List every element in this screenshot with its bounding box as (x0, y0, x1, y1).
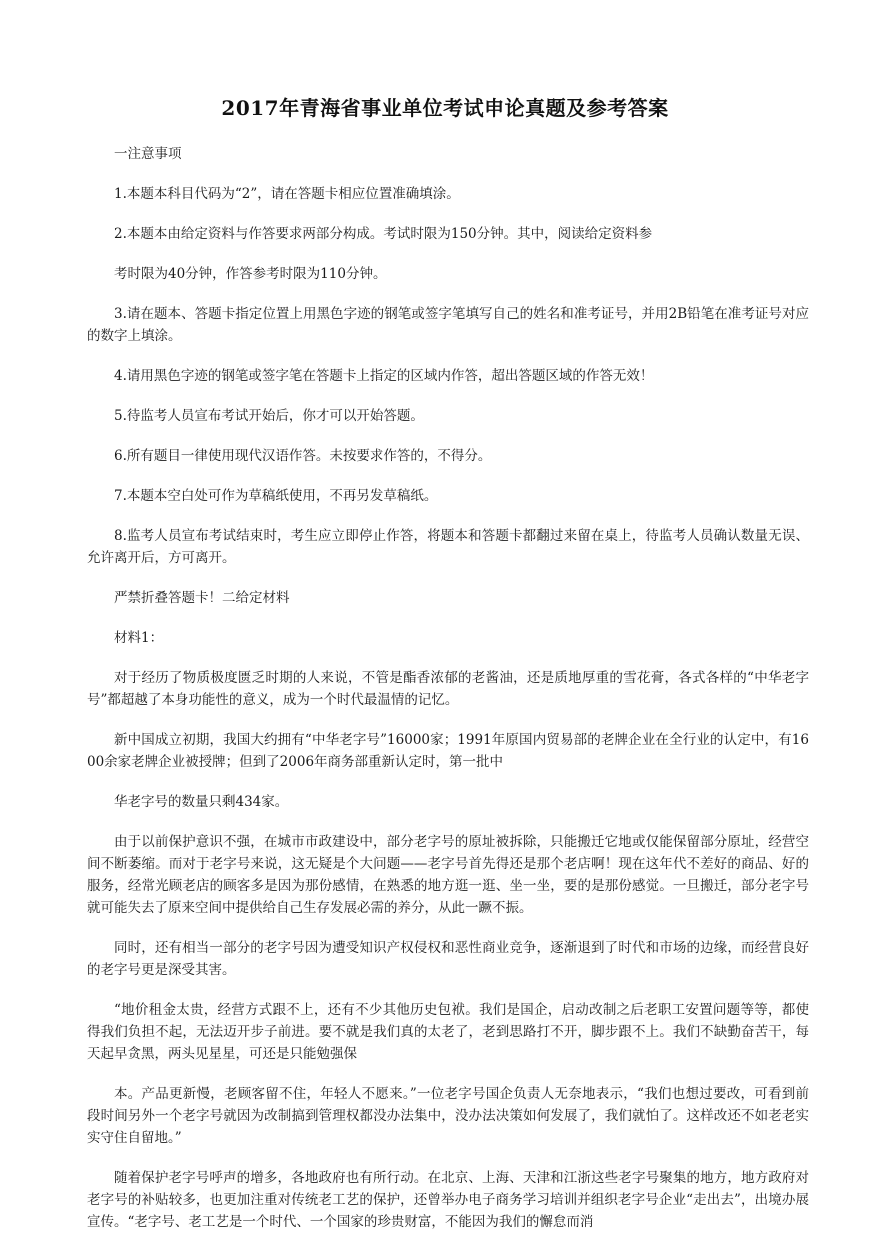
paragraph-material-1-label: 材料1： (114, 630, 164, 646)
paragraph-material-1-body-1: 对于经历了物质极度匮乏时期的人来说，不管是酯香浓郁的老酱油，还是质地厚重的雪花膏，各式各样的“中华老字号”都超越了本身功能性的意义，成为一个时代最温情的记忆。 (87, 670, 809, 708)
paragraph-rule-8: 8.监考人员宣布考试结束时，考生应立即停止作答，将题本和答题卡都翻过来留在桌上，待监考人员确认数量无误、允许离开后，方可离开。 (87, 528, 809, 566)
paragraph-rule-6: 6.所有题目一律使用现代汉语作答。未按要求作答的，不得分。 (114, 448, 492, 464)
paragraph-material-1-body-8: 随着保护老字号呼声的增多，各地政府也有所行动。在北京、上海、天津和江浙这些老字号聚集的地方，地方政府对老字号的补贴较多，也更加注重对传统老工艺的保护，还曾举办电子商务学习培训并组织老字号企业“走出去”，出境办展宣传。“老字号、老工艺是一个时代、一个国家的珍贵财富，不能因为我们的懈怠而消 (87, 1170, 809, 1230)
paragraph-rule-1: 1.本题本科目代码为“2”，请在答题卡相应位置准确填涂。 (114, 186, 460, 202)
paragraph-notice-heading: 一注意事项 (114, 146, 182, 162)
paragraph-material-1-body-7: 本。产品更新慢，老顾客留不住，年轻人不愿来。”一位老字号国企负责人无奈地表示，“我们也想过要改，可看到前段时间另外一个老字号就因为改制搞到管理权都没办法集中，没办法决策如何发展了，我们就怕了。这样改还不如老老实实守住自留地。” (87, 1086, 809, 1146)
paragraph-rule-2-continued: 考时限为40分钟，作答参考时限为110分钟。 (114, 266, 387, 282)
paragraph-material-1-body-5: 同时，还有相当一部分的老字号因为遭受知识产权侵权和恶性商业竞争，逐渐退到了时代和市场的边缘，而经营良好的老字号更是深受其害。 (87, 940, 809, 978)
paragraph-materials-heading: 严禁折叠答题卡！二给定材料 (114, 590, 290, 606)
paragraph-rule-7: 7.本题本空白处可作为草稿纸使用，不再另发草稿纸。 (114, 488, 438, 504)
paragraph-material-1-body-4: 由于以前保护意识不强，在城市市政建设中，部分老字号的原址被拆除，只能搬迁它地或仅能保留部分原址，经营空间不断萎缩。而对于老字号来说，这无疑是个大问题——老字号首先得还是那个老店啊！现在这年代不差好的商品、好的服务，经常光顾老店的顾客多是因为那份感情，在熟悉的地方逛一逛、坐一坐，要的是那份感觉。一旦搬迁，部分老字号就可能失去了原来空间中提供给自己生存发展必需的养分，从此一蹶不振。 (87, 834, 809, 916)
paragraph-rule-2: 2.本题本由给定资料与作答要求两部分构成。考试时限为150分钟。其中，阅读给定资料参 (114, 226, 653, 242)
paragraph-rule-3: 3.请在题本、答题卡指定位置上用黑色字迹的钢笔或签字笔填写自己的姓名和准考证号，并用2B铅笔在准考证号对应的数字上填涂。 (87, 306, 809, 344)
paragraph-material-1-body-2: 新中国成立初期，我国大约拥有“中华老字号”16000家；1991年原国内贸易部的老牌企业在全行业的认定中，有1600余家老牌企业被授牌；但到了2006年商务部重新认定时，第一批中 (87, 732, 809, 770)
document-title: 2017年青海省事业单位考试申论真题及参考答案 (221, 96, 669, 120)
paragraph-material-1-body-3: 华老字号的数量只剩434家。 (114, 794, 289, 810)
paragraph-rule-4: 4.请用黑色字迹的钢笔或签字笔在答题卡上指定的区域内作答，超出答题区域的作答无效！ (114, 368, 654, 384)
paragraph-material-1-body-6: “地价租金太贵，经营方式跟不上，还有不少其他历史包袱。我们是国企，启动改制之后老职工安置问题等等，都使得我们负担不起，无法迈开步子前进。要不就是我们真的太老了，老到思路打不开，脚步跟不上。我们不缺勤奋苦干，每天起早贪黑，两头见星星，可还是只能勉强保 (87, 1002, 809, 1062)
paragraph-rule-5: 5.待监考人员宣布考试开始后，你才可以开始答题。 (114, 408, 424, 424)
